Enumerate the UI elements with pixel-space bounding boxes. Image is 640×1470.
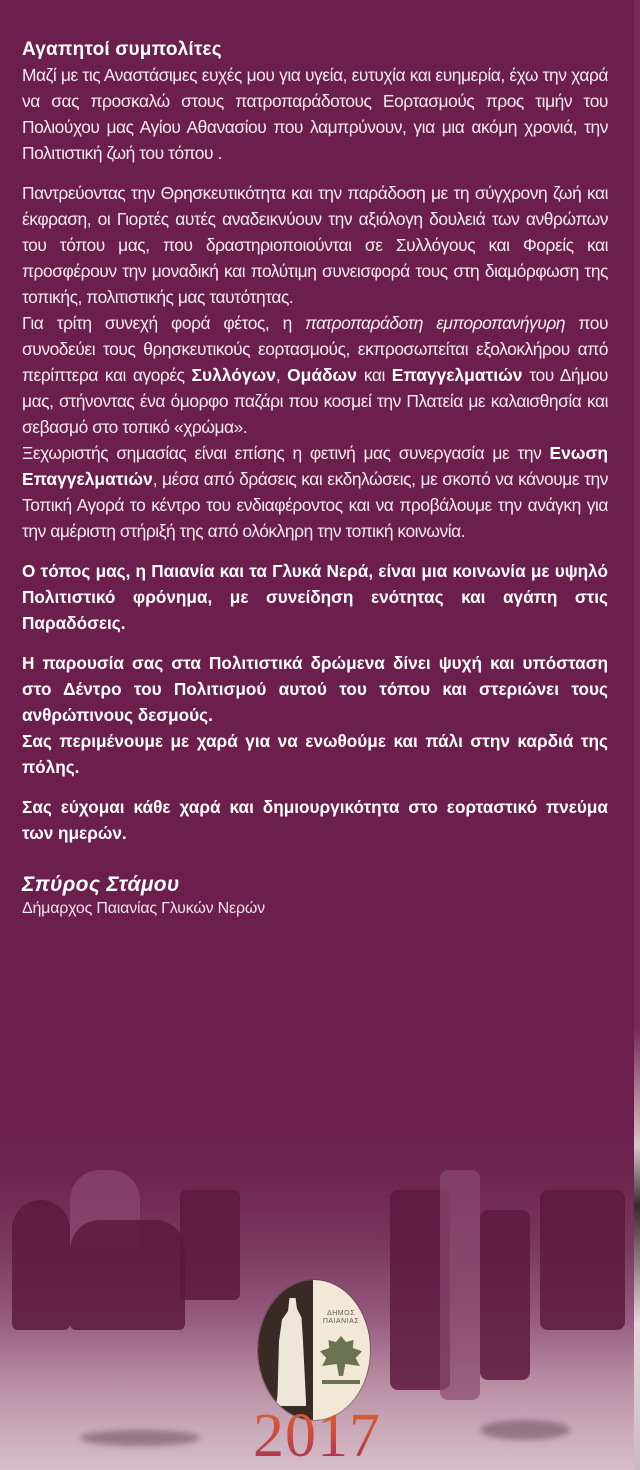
associations-bold: Συλλόγων	[191, 365, 276, 385]
spacer	[22, 780, 608, 794]
professionals-union-bold: Ενωση Επαγγελματιών	[22, 443, 608, 489]
photo-figure	[12, 1200, 70, 1330]
logo-text	[318, 1310, 364, 1326]
professionals-bold: Επαγγελματιών	[391, 365, 523, 385]
spacer	[22, 166, 608, 180]
spacer	[22, 544, 608, 558]
text-span: Για τρίτη συνεχή φορά φέτος, η	[22, 313, 306, 333]
photo-figure	[70, 1220, 185, 1330]
text-span: που συνοδεύει τους θρησκευτικούς εορτασμούς, εκπροσωπείται εξολοκλήρου από περίπτερα και αγορές	[22, 313, 608, 385]
text-span: του Δήμου μας, στήνοντας ένα όμορφο παζάρι που κοσμεί την Πλατεία με καλαισθησία και σεβασμό στο τοπικό «χρώμα».	[22, 365, 608, 437]
page-edge	[634, 0, 640, 1470]
text-span: Ξεχωριστής σημασίας είναι επίσης η φετινή μας συνεργασία με την	[22, 443, 550, 463]
text-span: και	[356, 365, 392, 385]
logo-text-line: ΔΗΜΟΣ	[327, 1310, 355, 1317]
leaf-base-icon	[322, 1380, 360, 1384]
logo-text-line: ΠΑΙΑΝΙΑΣ	[322, 1318, 360, 1325]
paragraph-cooperation	[22, 440, 608, 544]
paragraph-community: Ο τόπος μας, η Παιανία και τα Γλυκά Νερά, είναι μια κοινωνία με υψηλό Πολιτιστικό φρόνημα, με συνείδηση ενότητας και αγάπη στις Παραδόσεις.	[22, 561, 608, 633]
photo-figure	[440, 1170, 480, 1400]
paragraph-easter-wishes: Μαζί με τις Αναστάσιμες ευχές μου για υγεία, ευτυχία και ευημερία, έχω την χαρά να σας προσκαλώ στους πατροπαράδοτους Εορτασμούς προς τιμήν του Πολιούχου μας Αγίου Αθανασίου που λαμπρύνουν, για μια ακόμη χρονιά, την Πολιτιστική ζωή του τόπου .	[22, 65, 608, 163]
mayor-letter	[22, 38, 608, 920]
groups-bold: Ομάδων	[287, 365, 357, 385]
year-label: 2017	[0, 1403, 634, 1469]
signature-title: Δήμαρχος Παιανίας Γλυκών Νερών	[22, 900, 265, 917]
spacer	[22, 636, 608, 650]
text-span: , μέσα από δράσεις και εκδηλώσεις, με σκοπό να κάνουμε την Τοπική Αγορά το κέντρο του ενδιαφέροντος και να προβάλουμε την ανάγκη για την αμέριστη στήριξή της από ολόκληρη την τοπική κοινωνία.	[22, 469, 608, 541]
signature-name: Σπύρος Στάμου	[22, 873, 180, 896]
photo-figure	[480, 1210, 530, 1380]
paragraph-closing-wishes: Σας εύχομαι κάθε χαρά και δημιουργικότητα στο εορταστικό πνεύμα των ημερών.	[22, 797, 608, 843]
paragraph-presence: Η παρουσία σας στα Πολιτιστικά δρώμενα δίνει ψυχή και υπόσταση στο Δέντρο του Πολιτισμού αυτού του τόπου και στεριώνει τους ανθρώπινους δεσμούς.	[22, 653, 608, 725]
municipality-logo	[258, 1280, 370, 1420]
paragraph-invitation: Σας περιμένουμε με χαρά για να ενωθούμε και πάλι στην καρδιά της πόλης.	[22, 731, 608, 777]
photo-figure	[180, 1190, 240, 1300]
vine-leaf-icon	[320, 1336, 362, 1376]
paragraph-tradition: Παντρεύοντας την Θρησκευτικότητα και την παράδοση με τη σύγχρονη ζωή και έκφραση, οι Γιορτές αυτές αναδεικνύουν την αξιόλογη δουλειά των ανθρώπων του τόπου μας, που δραστηριοποιούνται σε Συλλόγους και Φορείς και προσφέρουν την μοναδική και πολύτιμη συνεισφορά τους στη διαμόρφωση της τοπικής, πολιτιστικής μας ταυτότητας.	[22, 183, 608, 307]
letter-heading: Αγαπητοί συμπολίτες	[22, 39, 222, 60]
paragraph-fair	[22, 310, 608, 440]
text-span: ,	[275, 365, 288, 385]
photo-figure	[540, 1190, 625, 1330]
fair-name-italic: πατροπαράδοτη εμποροπανήγυρη	[305, 313, 566, 333]
